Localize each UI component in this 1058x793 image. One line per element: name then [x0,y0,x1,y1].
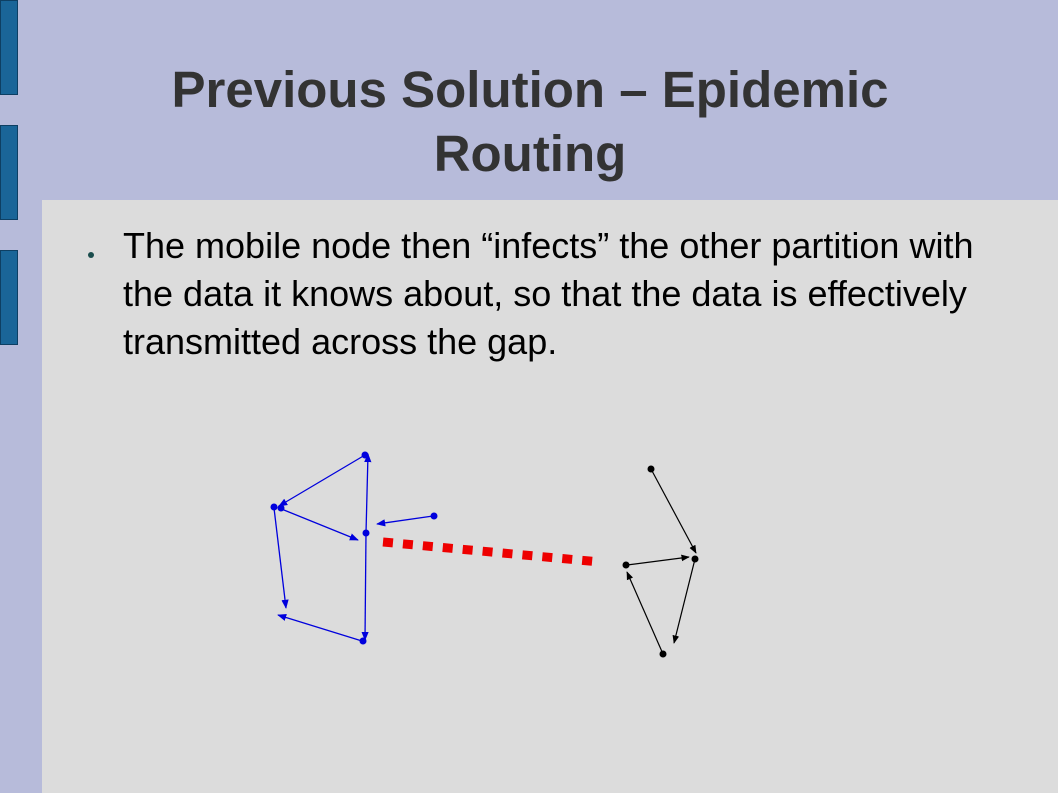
edge-a-4 [278,615,362,641]
gap-link [383,542,600,562]
edge-b-1 [651,469,696,553]
edge-b-3 [674,559,695,643]
node-a-4 [363,530,370,537]
edge-b-2 [627,557,689,565]
node-a-6 [360,638,367,645]
node-b-4 [660,651,667,658]
edge-b-4 [627,572,663,654]
title-line-2: Routing [433,125,627,182]
partition-b [623,466,699,658]
edge-a-7 [377,516,433,524]
edge-a-2 [279,508,358,540]
node-b-2 [623,562,630,569]
title-line-1: Previous Solution – Epidemic [171,61,889,118]
node-b-3 [692,556,699,563]
edge-a-1 [279,455,365,506]
node-b-1 [648,466,655,473]
node-a-1 [362,452,369,459]
node-a-3 [278,505,285,512]
edge-a-6 [365,533,366,640]
node-a-2 [271,504,278,511]
node-a-5 [431,513,438,520]
bullet-text: The mobile node then “infects” the other partition with the data it knows about, so that the data is effectively transmitted across the gap. [123,225,974,362]
edge-a-3 [274,508,286,608]
edge-a-5 [366,454,368,533]
